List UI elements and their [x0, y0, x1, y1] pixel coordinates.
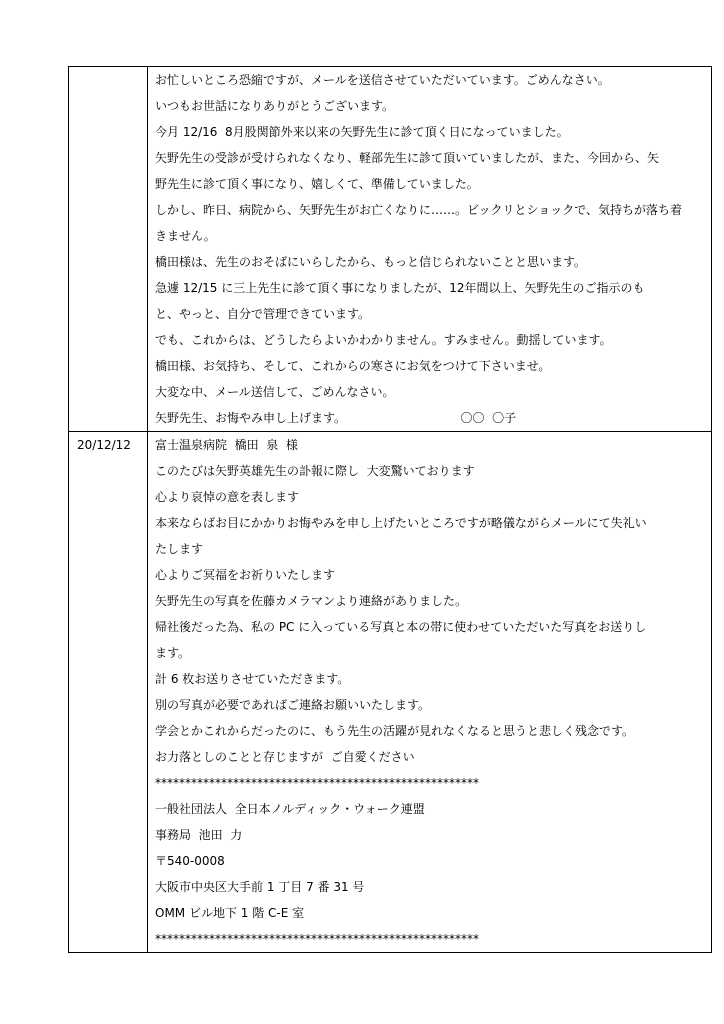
message-line: きません。 — [155, 229, 216, 243]
message-line: 心よりご冥福をお祈りいたします — [155, 568, 336, 582]
message-line: 矢野先生の受診が受けられなくなり、軽部先生に診て頂いていましたが、また、今回から、矢 — [155, 151, 660, 165]
message-line: ます。 — [155, 646, 191, 660]
separator-line: ****************************************************** — [155, 776, 479, 790]
message-line: と、やっと、自分で管理できています。 — [155, 307, 371, 321]
entry-row-2 — [69, 432, 712, 953]
signature-org: 一般社団法人 全日本ノルディック・ウォーク連盟 — [155, 802, 425, 816]
entry-date: 20/12/12 — [77, 438, 131, 452]
message-line: 帰社後だった為、私の PC に入っている写真と本の帯に使わせていただいた写真をお送りし — [155, 620, 647, 634]
message-line: 橋田様は、先生のおそばにいらしたから、もっと信じられないことと思います。 — [155, 255, 587, 269]
signature-line: 矢野先生、お悔やみ申し上げます。 〇〇 〇子 — [155, 411, 517, 425]
message-line: いつもお世話になりありがとうございます。 — [155, 99, 395, 113]
message-line: 矢野先生の写真を佐藤カメラマンより連絡がありました。 — [155, 594, 468, 608]
message-cell — [148, 432, 712, 953]
addressee-line: 富士温泉病院 橋田 泉 様 — [155, 438, 298, 452]
message-body — [148, 67, 711, 431]
message-line: 野先生に診て頂く事になり、嬉しくて、準備していました。 — [155, 177, 479, 191]
date-cell — [69, 67, 148, 432]
message-line: 計 6 枚お送りさせていただきます。 — [155, 672, 350, 686]
separator-line: ****************************************************** — [155, 932, 479, 946]
entry-date — [69, 67, 147, 72]
signature-building: OMM ビル地下 1 階 C-E 室 — [155, 906, 305, 920]
message-line: 心より哀悼の意を表します — [155, 490, 300, 504]
message-line: たします — [155, 542, 204, 556]
signature-postcode: 〒540-0008 — [155, 854, 225, 868]
message-line: 別の写真が必要であればご連絡お願いいたします。 — [155, 698, 431, 712]
date-cell — [69, 432, 148, 953]
signature-address: 大阪市中央区大手前 1 丁目 7 番 31 号 — [155, 880, 365, 894]
entry-row-1 — [69, 67, 712, 432]
message-line: 急遽 12/15 に三上先生に診て頂く事になりましたが、12年間以上、矢野先生のご指示のも — [155, 281, 645, 295]
message-line: お力落としのことと存じますが ご自愛ください — [155, 750, 415, 764]
message-line: お忙しいところ恐縮ですが、メールを送信させていただいています。ごめんなさい。 — [155, 73, 610, 87]
correspondence-table — [68, 66, 712, 953]
message-line: 橋田様、お気持ち、そして、これからの寒さにお気をつけて下さいませ。 — [155, 359, 551, 373]
message-line: 学会とかこれからだったのに、もう先生の活躍が見れなくなると思うと悲しく残念です。 — [155, 724, 635, 738]
message-line: 大変な中、メール送信して、ごめんなさい。 — [155, 385, 395, 399]
message-cell — [148, 67, 712, 432]
message-line: 今月 12/16 8月股関節外来以来の矢野先生に診て頂く日になっていました。 — [155, 125, 569, 139]
message-line: しかし、昨日、病院から、矢野先生がお亡くなりに……。ビックリとショックで、気持ちが落ち着 — [155, 203, 683, 217]
message-line: 本来ならばお目にかかりお悔やみを申し上げたいところですが略儀ながらメールにて失礼い — [155, 516, 647, 530]
message-body — [148, 432, 711, 952]
message-line: でも、これからは、どうしたらよいかわかりません。すみません。動揺しています。 — [155, 333, 612, 347]
signature-name: 事務局 池田 力 — [155, 828, 243, 842]
message-line: このたびは矢野英雄先生の訃報に際し 大変驚いております — [155, 464, 475, 478]
